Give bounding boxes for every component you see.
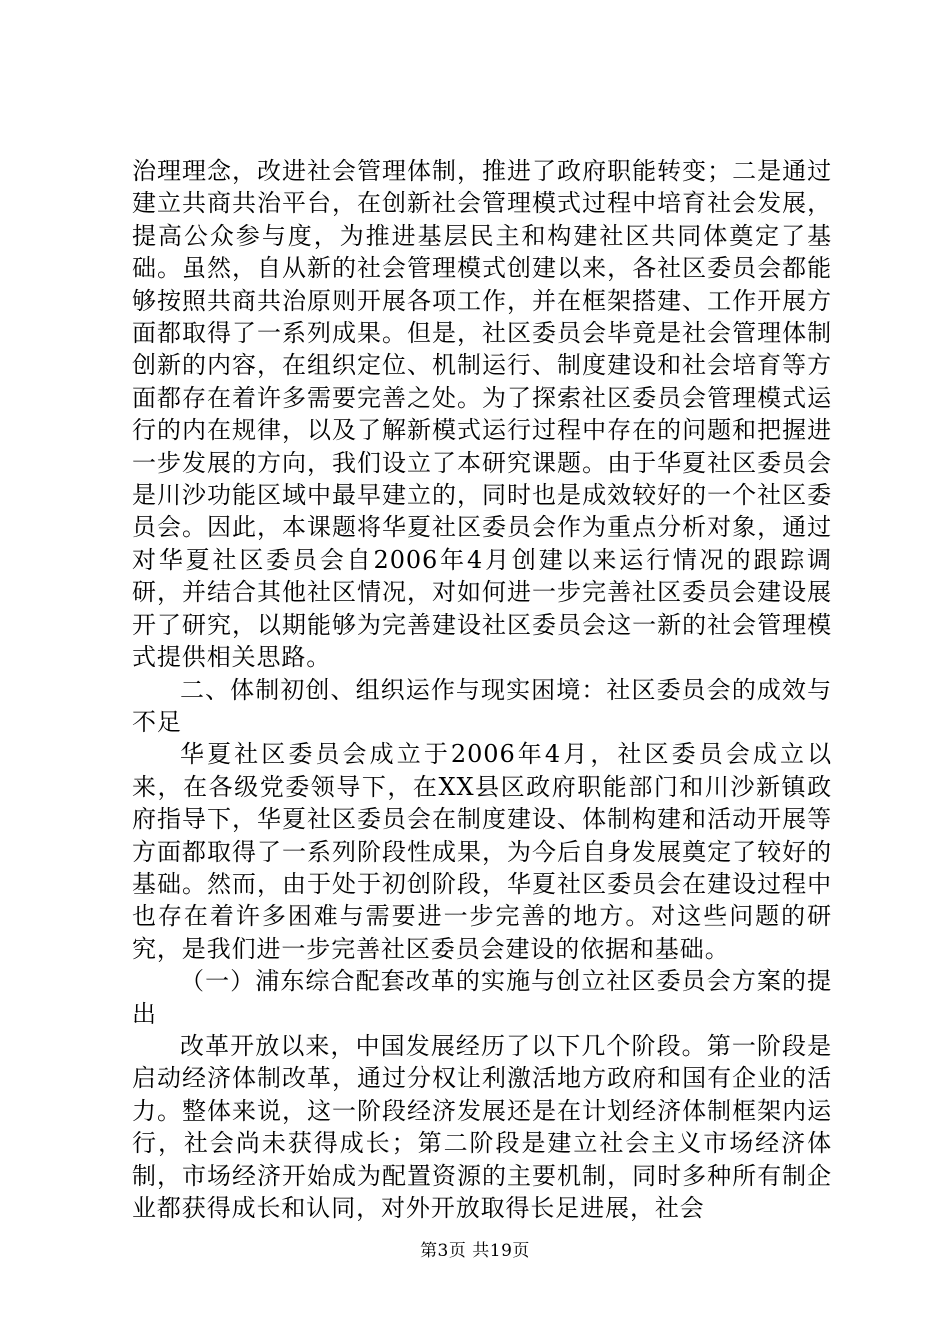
- section-heading-2: 二、体制初创、组织运作与现实困境：社区委员会的成效与不足: [132, 675, 832, 736]
- document-body: [132, 155, 832, 1224]
- page-footer: 第3页 共19页: [420, 1241, 530, 1261]
- paragraph-reform-stages: 改革开放以来，中国发展经历了以下几个阶段。第一阶段是启动经济体制改革，通过分权让利激活地方政府和国有企业的活力。整体来说，这一阶段经济发展还是在计划经济体制框架内运行，社会尚未获得成长；第二阶段是建立社会主义市场经济体制，市场经济开始成为配置资源的主要机制，同时多种所有制企业都获得成长和认同，对外开放取得长足进展，社会: [132, 1031, 832, 1222]
- subsection-heading-1: （一）浦东综合配套改革的实施与创立社区委员会方案的提出: [132, 967, 832, 1028]
- paragraph-continuation: 治理理念，改进社会管理体制，推进了政府职能转变；二是通过建立共商共治平台，在创新社会管理模式过程中培育社会发展，提高公众参与度，为推进基层民主和构建社区共同体奠定了基础。虽然，自从新的社会管理模式创建以来，各社区委员会都能够按照共商共治原则开展各项工作，并在框架搭建、工作开展方面都取得了一系列成果。但是，社区委员会毕竟是社会管理体制创新的内容，在组织定位、机制运行、制度建设和社会培育等方面都存在着许多需要完善之处。为了探索社区委员会管理模式运行的内在规律，以及了解新模式运行过程中存在的问题和把握进一步发展的方向，我们设立了本研究课题。由于华夏社区委员会是川沙功能区域中最早建立的，同时也是成效较好的一个社区委员会。因此，本课题将华夏社区委员会作为重点分析对象，通过对华夏社区委员会自2006年4月创建以来运行情况的跟踪调研，并结合其他社区情况，对如何进一步完善社区委员会建设展开了研究，以期能够为完善建设社区委员会这一新的社会管理模式提供相关思路。: [132, 157, 832, 672]
- paragraph-huaxia-committee: 华夏社区委员会成立于2006年4月，社区委员会成立以来，在各级党委领导下，在XX县区政府职能部门和川沙新镇政府指导下，华夏社区委员会在制度建设、体制构建和活动开展等方面都取得了一系列阶段性成果，为今后自身发展奠定了较好的基础。然而，由于处于初创阶段，华夏社区委员会在建设过程中也存在着许多困难与需要进一步完善的地方。对这些问题的研究，是我们进一步完善社区委员会建设的依据和基础。: [132, 740, 832, 963]
